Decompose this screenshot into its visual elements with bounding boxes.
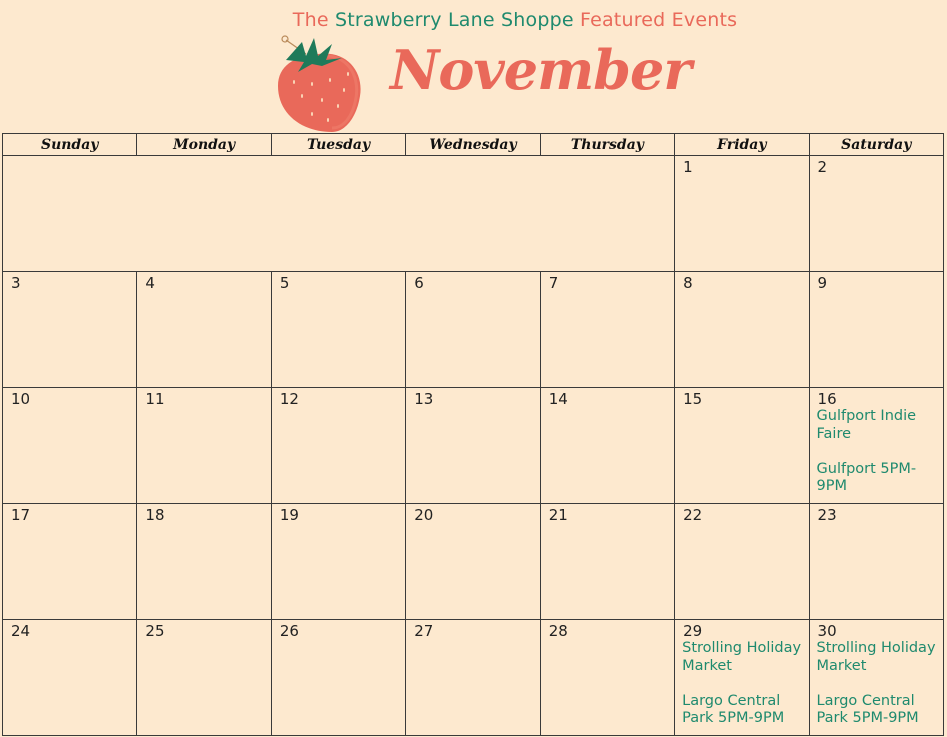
day-number: 7 bbox=[548, 274, 559, 292]
day-number: 13 bbox=[414, 390, 434, 408]
calendar-week-row bbox=[3, 156, 944, 272]
calendar-day-cell bbox=[137, 504, 271, 620]
day-number: 22 bbox=[683, 506, 703, 524]
calendar-day-cell bbox=[540, 272, 674, 388]
calendar-day-cell bbox=[271, 620, 405, 736]
weekday-friday: Friday bbox=[675, 134, 809, 156]
weekday-wednesday: Wednesday bbox=[406, 134, 540, 156]
day-number bbox=[3, 156, 674, 158]
calendar-day-cell bbox=[809, 504, 943, 620]
day-number: 19 bbox=[279, 506, 299, 524]
strawberry-icon bbox=[272, 34, 364, 134]
calendar-day-cell bbox=[675, 156, 809, 272]
subtitle-the: The bbox=[292, 9, 335, 31]
day-number: 15 bbox=[683, 390, 703, 408]
day-number: 28 bbox=[548, 622, 568, 640]
calendar-day-cell bbox=[271, 504, 405, 620]
calendar-body bbox=[3, 156, 944, 736]
day-number: 11 bbox=[145, 390, 165, 408]
weekday-sunday: Sunday bbox=[3, 134, 137, 156]
calendar-week-row bbox=[3, 388, 944, 504]
day-number: 25 bbox=[145, 622, 165, 640]
calendar-day-cell bbox=[406, 620, 540, 736]
subtitle-events: Featured Events bbox=[573, 9, 738, 31]
calendar-day-cell bbox=[3, 504, 137, 620]
calendar-day-cell bbox=[540, 504, 674, 620]
day-number: 29 bbox=[683, 622, 703, 640]
calendar-day-cell bbox=[675, 620, 809, 736]
event-text: Strolling Holiday Market Largo Central Park 5PM-9PM bbox=[816, 640, 936, 726]
calendar-day-cell bbox=[809, 272, 943, 388]
calendar-day-cell bbox=[675, 272, 809, 388]
day-number: 8 bbox=[683, 274, 693, 292]
weekday-thursday: Thursday bbox=[540, 134, 674, 156]
day-number: 18 bbox=[145, 506, 165, 524]
day-number: 27 bbox=[414, 622, 434, 640]
calendar-day-cell bbox=[809, 388, 943, 504]
day-number: 30 bbox=[817, 622, 837, 640]
day-number: 4 bbox=[145, 274, 155, 292]
day-number: 6 bbox=[414, 274, 424, 292]
calendar-day-cell bbox=[3, 620, 137, 736]
weekday-monday: Monday bbox=[137, 134, 271, 156]
day-number: 1 bbox=[683, 158, 693, 176]
calendar-day-cell bbox=[137, 620, 271, 736]
day-number: 9 bbox=[817, 274, 828, 292]
calendar-day-cell bbox=[137, 272, 271, 388]
weekday-header-row bbox=[3, 134, 944, 156]
calendar-grid bbox=[2, 133, 944, 736]
calendar-week-row bbox=[3, 272, 944, 388]
day-number: 21 bbox=[548, 506, 568, 524]
day-number: 17 bbox=[11, 506, 31, 524]
calendar-week-row bbox=[3, 504, 944, 620]
calendar-day-cell bbox=[406, 504, 540, 620]
calendar-day-cell bbox=[3, 272, 137, 388]
calendar-day-cell bbox=[271, 272, 405, 388]
day-number: 12 bbox=[279, 390, 299, 408]
event-text: Gulfport Indie Faire Gulfport 5PM-9PM bbox=[816, 408, 917, 494]
calendar-day-cell bbox=[3, 388, 137, 504]
calendar-day-cell bbox=[809, 620, 943, 736]
day-number: 10 bbox=[11, 390, 31, 408]
calendar-day-cell bbox=[137, 388, 271, 504]
shop-name: Strawberry Lane Shoppe bbox=[334, 9, 574, 31]
event-text: Strolling Holiday Market Largo Central Park 5PM-9PM bbox=[682, 640, 802, 726]
calendar-day-cell bbox=[540, 388, 674, 504]
calendar-day-cell bbox=[406, 272, 540, 388]
calendar-day-cell bbox=[675, 388, 809, 504]
page-subtitle bbox=[0, 9, 947, 31]
calendar-week-row bbox=[3, 620, 944, 736]
calendar-day-cell bbox=[406, 388, 540, 504]
day-number: 26 bbox=[279, 622, 299, 640]
day-number: 23 bbox=[817, 506, 837, 524]
calendar-day-cell bbox=[271, 388, 405, 504]
day-number: 5 bbox=[279, 274, 290, 292]
calendar-day-cell bbox=[675, 504, 809, 620]
weekday-saturday: Saturday bbox=[809, 134, 943, 156]
calendar-day-cell bbox=[540, 620, 674, 736]
month-title: November bbox=[390, 38, 691, 102]
day-number: 3 bbox=[11, 274, 21, 292]
day-number: 24 bbox=[11, 622, 31, 640]
day-number: 14 bbox=[548, 390, 568, 408]
weekday-tuesday: Tuesday bbox=[271, 134, 405, 156]
day-number: 2 bbox=[817, 158, 828, 176]
calendar-empty-cell bbox=[3, 156, 675, 272]
calendar-day-cell bbox=[809, 156, 943, 272]
day-number: 16 bbox=[817, 390, 837, 408]
day-number: 20 bbox=[414, 506, 434, 524]
